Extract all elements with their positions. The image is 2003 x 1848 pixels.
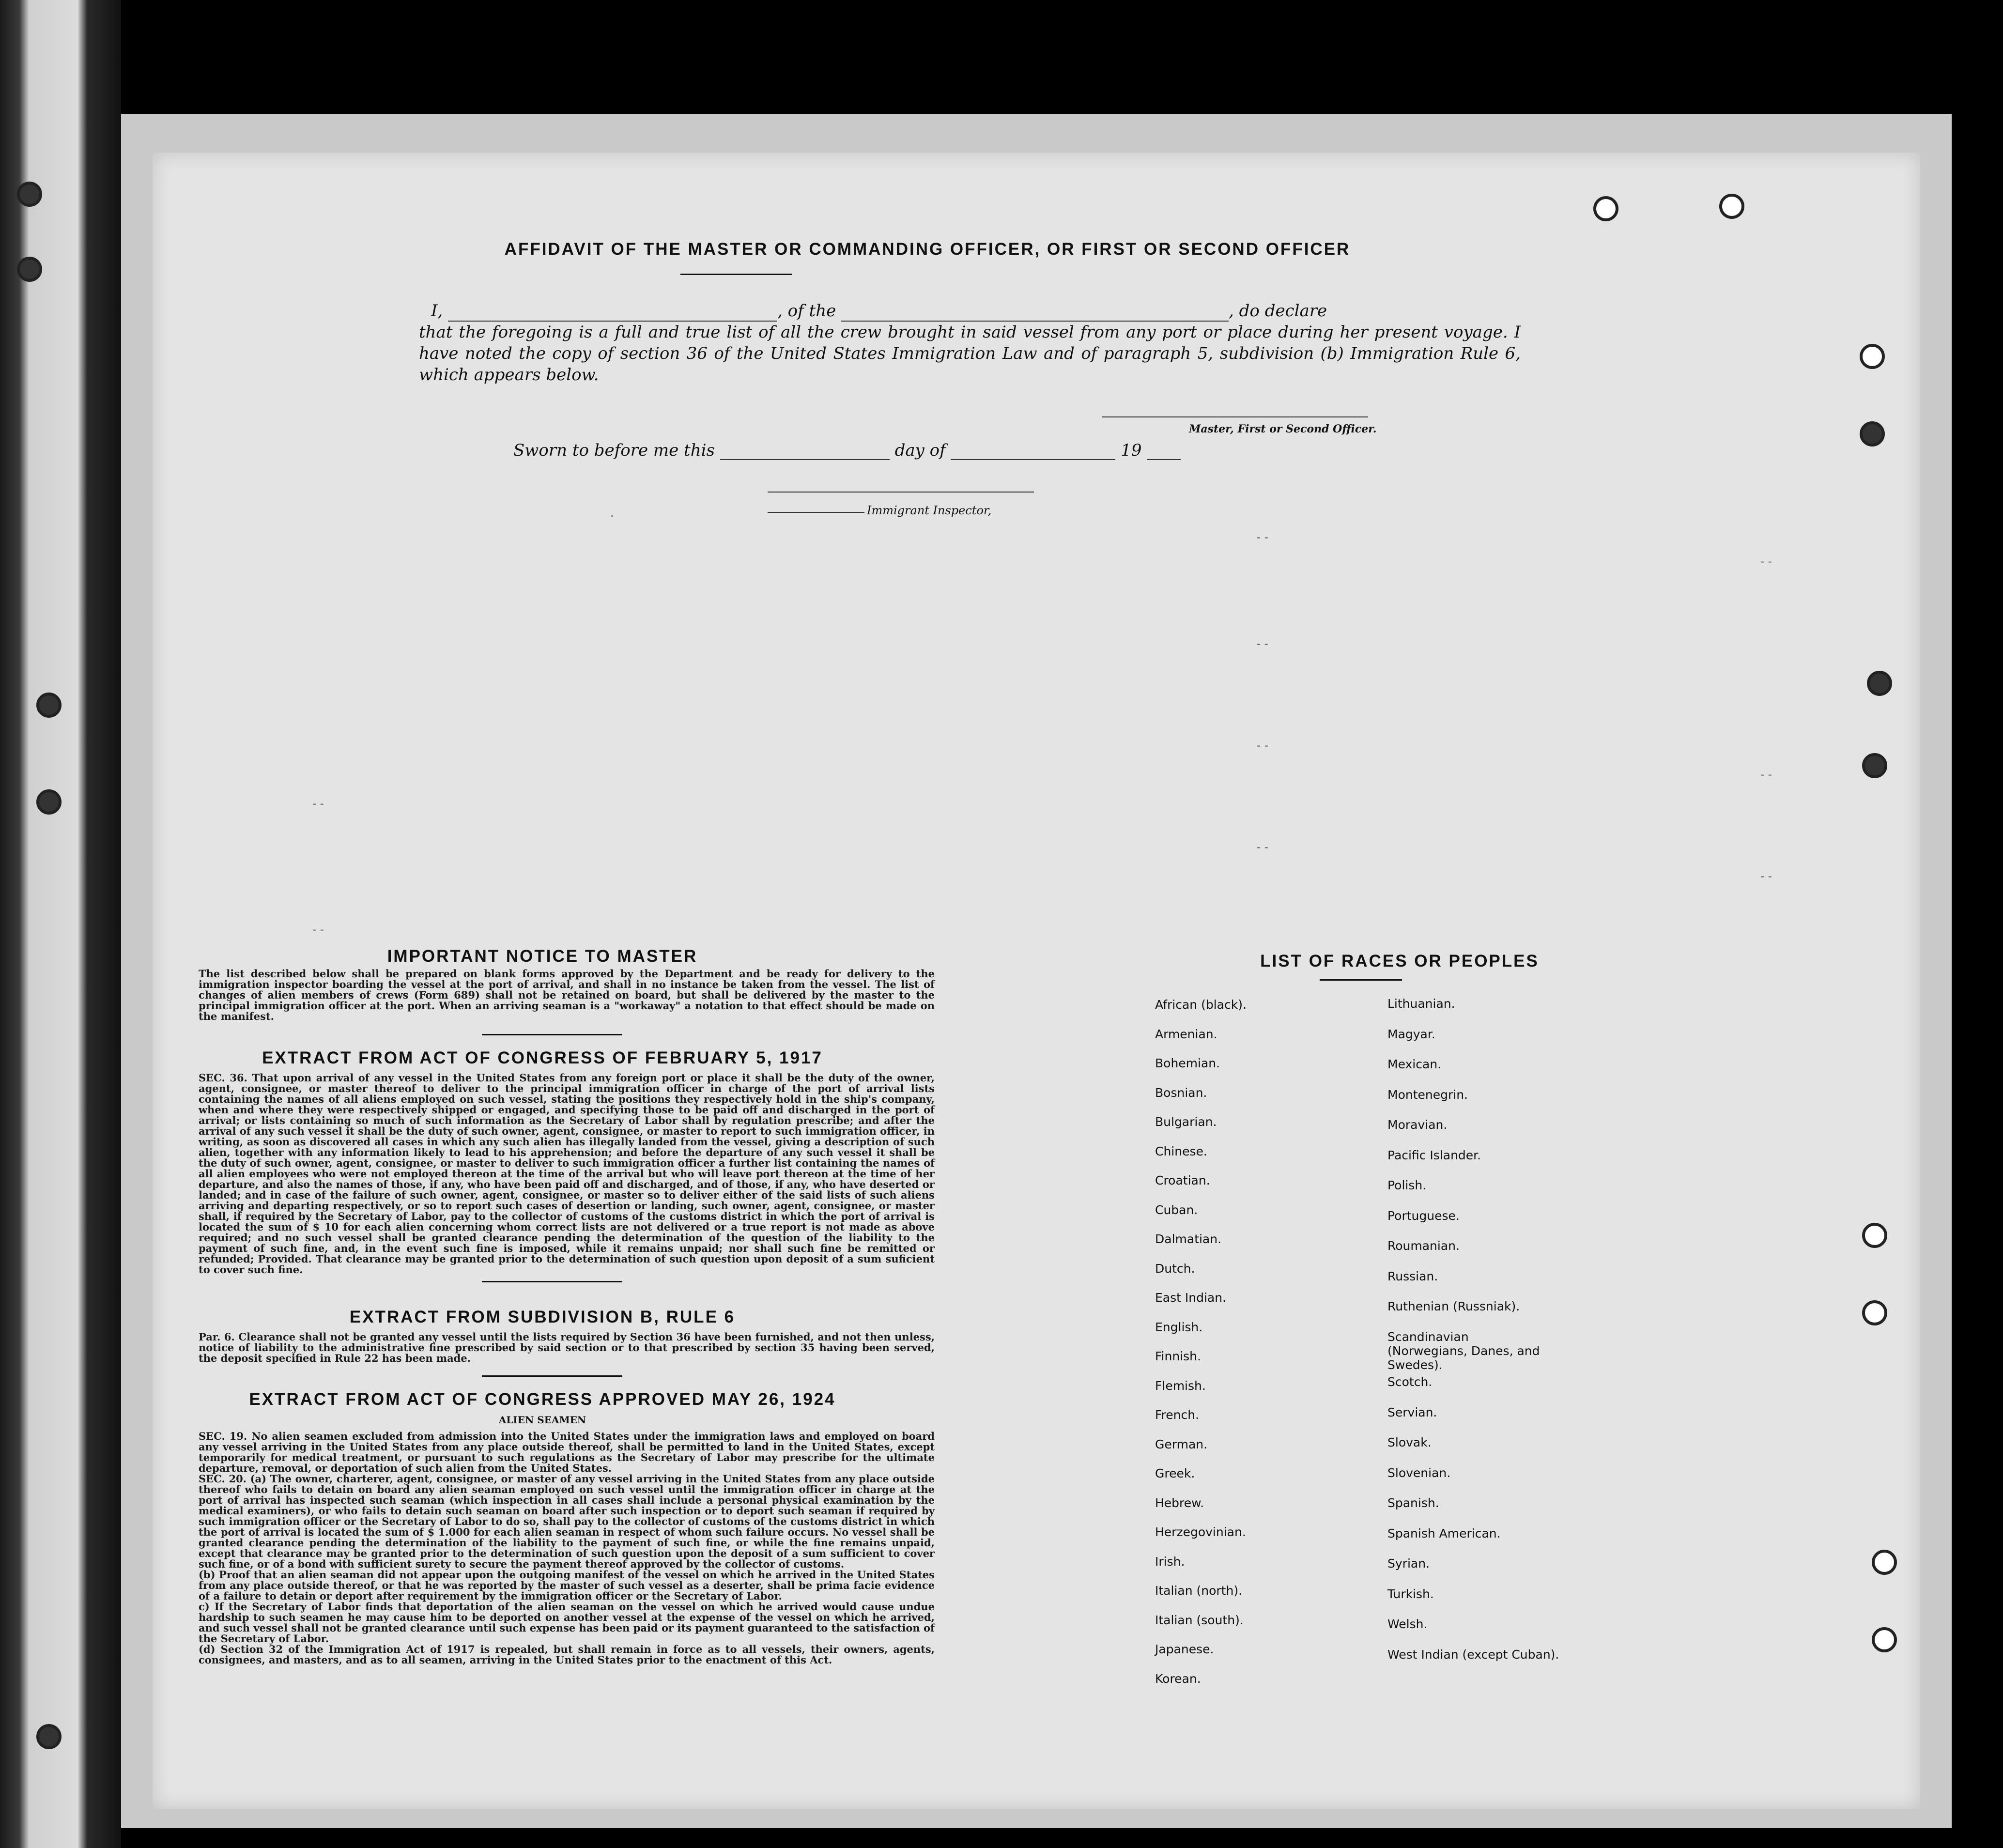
race-right-item: Slovenian. xyxy=(1387,1465,1451,1480)
binder-hole xyxy=(36,693,62,718)
race-right-item: Polish. xyxy=(1387,1178,1427,1192)
sworn-text: Sworn to before me this xyxy=(513,441,715,460)
race-right-item: Turkish. xyxy=(1387,1586,1434,1601)
race-right-item: Scandinavian (Norwegians, Danes, and Swedes). xyxy=(1387,1329,1540,1372)
binder-hole xyxy=(17,182,42,207)
inspector-label: Immigrant Inspector, xyxy=(867,504,992,517)
race-right-item: Moravian. xyxy=(1387,1118,1448,1132)
year-prefix: 19 xyxy=(1121,441,1142,460)
extract-1924-title: EXTRACT FROM ACT OF CONGRESS APPROVED MAY 26, 1924 xyxy=(249,1390,836,1409)
race-left-item: Italian (south). xyxy=(1155,1613,1244,1627)
dash-mark: - - xyxy=(1760,554,1772,568)
extract-1924-subtitle: ALIEN SEAMEN xyxy=(498,1414,586,1426)
rule6-title: EXTRACT FROM SUBDIVISION B, RULE 6 xyxy=(349,1308,736,1326)
punch-hole xyxy=(1593,196,1618,221)
binder-hole xyxy=(36,1724,62,1749)
race-left-item: Herzegovinian. xyxy=(1155,1525,1246,1539)
year-blank[interactable] xyxy=(1147,459,1181,460)
race-left-item: East Indian. xyxy=(1155,1291,1227,1305)
dash-mark: - - xyxy=(1760,768,1772,781)
race-right-item: Montenegrin. xyxy=(1387,1087,1468,1102)
race-right-item: Servian. xyxy=(1387,1405,1437,1419)
dash-mark: - - xyxy=(312,923,324,936)
race-right-item: Syrian. xyxy=(1387,1556,1430,1571)
race-left-item: Korean. xyxy=(1155,1671,1201,1686)
punch-hole xyxy=(1862,1300,1887,1325)
dash-mark: - - xyxy=(1257,840,1268,854)
document-page xyxy=(153,153,1920,1809)
races-title: LIST OF RACES OR PEOPLES xyxy=(1260,952,1539,970)
declare-of-the: , of the xyxy=(777,301,836,321)
extract-1917-rule xyxy=(482,1281,622,1282)
race-left-item: Flemish. xyxy=(1155,1378,1206,1393)
sec19-text: SEC. 19. No alien seamen excluded from admission into the United States under the immigration laws and employed on board any vessel arriving in the United States from any place outside thereof, shall be permitted to land in the United States, except temporarily for medical treatment, or pursuant to such regulations as the Secretary of Labor may prescribe for the ultimate departure, removal, or deportation of such alien from the United States. xyxy=(199,1430,935,1474)
race-left-item: Chinese. xyxy=(1155,1144,1207,1158)
race-left-item: Dalmatian. xyxy=(1155,1232,1222,1246)
notice-rule xyxy=(482,1034,622,1035)
race-left-item: Cuban. xyxy=(1155,1202,1198,1217)
race-left-item: Irish. xyxy=(1155,1554,1185,1569)
race-left-item: German. xyxy=(1155,1437,1208,1451)
notice-title: IMPORTANT NOTICE TO MASTER xyxy=(387,947,698,966)
race-right-item: Welsh. xyxy=(1387,1617,1428,1632)
race-right-item: Spanish. xyxy=(1387,1496,1439,1510)
race-right-item: Scotch. xyxy=(1387,1375,1433,1389)
dash-mark: - - xyxy=(312,797,324,810)
race-right-item: Slovak. xyxy=(1387,1435,1432,1450)
month-blank[interactable] xyxy=(951,459,1115,460)
extract-1917-body: SEC. 36. That upon arrival of any vessel in the United States from any foreign port or place it shall be the duty of the owner, agent, consignee, or master thereof to deliver to the principal immigration officer in charge of the port of arrival lists containing the names of all aliens employed on such vessel, stating the positions they respectively hold in the ship's company, when and where they were respectively shipped or engaged, and specifying those to be paid off and discharged in the port of arrival; or lists containing so much of such information as the Secretary of Labor shall by regulation prescribe; and after the arrival of any such vessel it shall be the duty of such owner, agent, consignee, or master to report to such immigration officer, in writing, as soon as discovered all cases in which any such alien has illegally landed from the vessel, giving a description of such alien, together with any information likely to lead to his apprehension; and before the departure of any such vessel it shall be the duty of such owner, agent, consignee, or master to deliver to such immigration officer a further list containing the names of all alien employees who were not employed thereon at the time of the arrival but who will leave port thereon at the time of her departure, and also the names of those, if any, who have been paid off and discharged, and of those, if any, who have deserted or landed; and in case of the failure of such owner, agent, consignee, or master so to deliver either of the said lists of such aliens arriving and departing respectively, or so to report such cases of desertion or landing, such owner, agent, consignee, or master shall, if required by the Secretary of Labor, pay to the collector of customs of the customs district in which the port of arrival is located the sum of $ 10 for each alien concerning whom correct lists are not delivered or a true report is not made as above required; and no such vessel shall be granted clearance pending the determination of the question of the liability to the payment of such fine, and, in the event such fine is imposed, while it remains unpaid; nor shall such fine be remitted or refunded; Provided. That clearance may be granted prior to the determination of such question upon deposit of a sum suficient to cover such fine. xyxy=(199,1072,935,1276)
race-right-item: Portuguese. xyxy=(1387,1208,1460,1223)
punch-hole xyxy=(1862,753,1887,778)
race-left-item: Bulgarian. xyxy=(1155,1115,1217,1129)
race-right-item: Lithuanian. xyxy=(1387,997,1455,1011)
race-right-item: Spanish American. xyxy=(1387,1526,1501,1540)
race-right-item: West Indian (except Cuban). xyxy=(1387,1647,1559,1662)
race-left-item: Italian (north). xyxy=(1155,1584,1243,1598)
race-left-item: Hebrew. xyxy=(1155,1495,1204,1510)
punch-hole xyxy=(1860,421,1885,447)
race-left-item: English. xyxy=(1155,1320,1203,1334)
punch-hole xyxy=(1862,1223,1887,1248)
punch-hole xyxy=(1867,671,1892,696)
affidavit-title-rule xyxy=(680,274,792,275)
day-of-text: day of xyxy=(894,441,946,460)
race-left-item: Bohemian. xyxy=(1155,1056,1220,1070)
dash-mark: - - xyxy=(1257,739,1268,752)
rule6-body: Par. 6. Clearance shall not be granted any vessel until the lists required by Section 36 have been furnished, and not then unless, notice of liability to the administrative fine prescribed by said section or to that prescribed by section 35 having been served, the deposit specified in Rule 22 has been made. xyxy=(199,1331,935,1364)
punch-hole xyxy=(1872,1627,1897,1652)
race-left-item: Japanese. xyxy=(1155,1642,1214,1656)
sec20a-text: SEC. 20. (a) The owner, charterer, agent, consignee, or master of any vessel arriving in the United States from any place outside thereof who fails to detain on board any alien seaman employed on such vessel until the immigration officer in charge at the port of arrival has inspected such seaman (which inspection in all cases shall include a personal physical examination by the medical examiners), or who fails to detain such seaman on board after such inspection or to deport such seaman if required by such immigration officer or the Secretary of Labor to do so, shall pay to the collector of customs of the customs district in which the port of arrival is located the sum of $ 1.000 for each alien seaman in respect of whom such failure occurs. No vessel shall be granted clearance pending the determination of the liability to the payment of such fine, or while the fine remains unpaid, except that clearance may be granted prior to the determination of such question upon the deposit of a sum sufficient to cover such fine, or of a bond with sufficient surety to secure the payment thereof approved by the collector of customs. xyxy=(199,1473,935,1570)
binder-hole xyxy=(17,257,42,282)
sworn-day-blank[interactable] xyxy=(720,459,890,460)
race-right-item: Magyar. xyxy=(1387,1027,1435,1041)
sworn-line xyxy=(513,441,1181,460)
extract-1917-title: EXTRACT FROM ACT OF CONGRESS OF FEBRUARY 5, 1917 xyxy=(262,1048,823,1067)
signature-label: Master, First or Second Officer. xyxy=(1189,423,1377,435)
race-left-item: Greek. xyxy=(1155,1466,1195,1480)
race-right-item: Russian. xyxy=(1387,1269,1438,1283)
punch-hole xyxy=(1719,194,1744,219)
races-rule xyxy=(1320,979,1402,981)
signature-line[interactable] xyxy=(1102,416,1368,417)
inspector-line-short xyxy=(768,512,864,513)
affidavit-declaration xyxy=(419,300,1521,385)
rule6-rule xyxy=(482,1375,622,1377)
race-left-item: French. xyxy=(1155,1408,1200,1422)
race-left-item: Bosnian. xyxy=(1155,1085,1207,1100)
dash-mark: - - xyxy=(1257,530,1268,544)
affidavit-title: AFFIDAVIT OF THE MASTER OR COMMANDING OFFICER, OR FIRST OR SECOND OFFICER xyxy=(504,240,1351,259)
binder-edge xyxy=(0,0,121,1848)
race-left-item: Dutch. xyxy=(1155,1261,1195,1276)
sec20d-text: (d) Section 32 of the Immigration Act of 1917 is repealed, but shall remain in force as to all vessels, their owners, agents, consignees, and masters, and as to all seamen, arriving in the United States prior to the enactment of this Act. xyxy=(199,1643,935,1666)
punch-hole xyxy=(1860,344,1885,369)
affidavit-body: that the foregoing is a full and true list of all the crew brought in said vessel from any port or place during her present voyage. I have noted the copy of section 36 of the United States Immigration Law and of paragraph 5, subdivision (b) Immigration Rule 6, which appears below. xyxy=(419,323,1521,385)
punch-hole xyxy=(1872,1550,1897,1575)
sec20c-text: c) If the Secretary of Labor finds that deportation of the alien seaman on the vessel on which he arrived would cause undue hardship to such seamen he may cause him to be deported on another vessel at the expense of the vessel on which he arrived, and such vessel shall not be granted clearance until such expense has been paid or its payment guaranteed to the satisfaction of the Secretary of Labor. xyxy=(199,1601,935,1645)
declare-declare: , do declare xyxy=(1229,301,1327,321)
inspector-line[interactable] xyxy=(768,492,1034,493)
race-right-item: Ruthenian (Russniak). xyxy=(1387,1299,1520,1313)
dash-mark: - - xyxy=(1257,637,1268,650)
notice-body: The list described below shall be prepared on blank forms approved by the Department and be ready for delivery to the immigration inspector boarding the vessel at the port of arrival, and shall in no instance be taken from the vessel. The list of changes of alien members of crews (Form 689) shall not be retained on board, but shall be delivered by the master to the principal immigration officer at the port. When an arriving seaman is a "workaway" a notation to that effect should be made on the manifest. xyxy=(199,968,935,1022)
race-left-item: Croatian. xyxy=(1155,1173,1210,1187)
race-left-item: Finnish. xyxy=(1155,1349,1201,1363)
dash-mark: - - xyxy=(1760,869,1772,883)
sec20b-text: (b) Proof that an alien seaman did not appear upon the outgoing manifest of the vessel on which he arrived in the United States from any place outside thereof, or that he was reported by the master of such vessel as a deserter, shall be prima facie evidence of a failure to detain or deport after requirement by the immigration officer or the Secretary of Labor. xyxy=(199,1569,935,1602)
race-right-item: Roumanian. xyxy=(1387,1239,1460,1253)
declare-i: I, xyxy=(431,301,443,321)
extract-1924-body xyxy=(199,1431,935,1665)
race-left-item: Armenian. xyxy=(1155,1027,1217,1041)
binder-hole xyxy=(36,789,62,815)
race-right-item: Pacific Islander. xyxy=(1387,1148,1481,1162)
race-right-item: Mexican. xyxy=(1387,1057,1442,1071)
race-left-item: African (black). xyxy=(1155,998,1247,1012)
dash-mark: . xyxy=(610,506,614,520)
